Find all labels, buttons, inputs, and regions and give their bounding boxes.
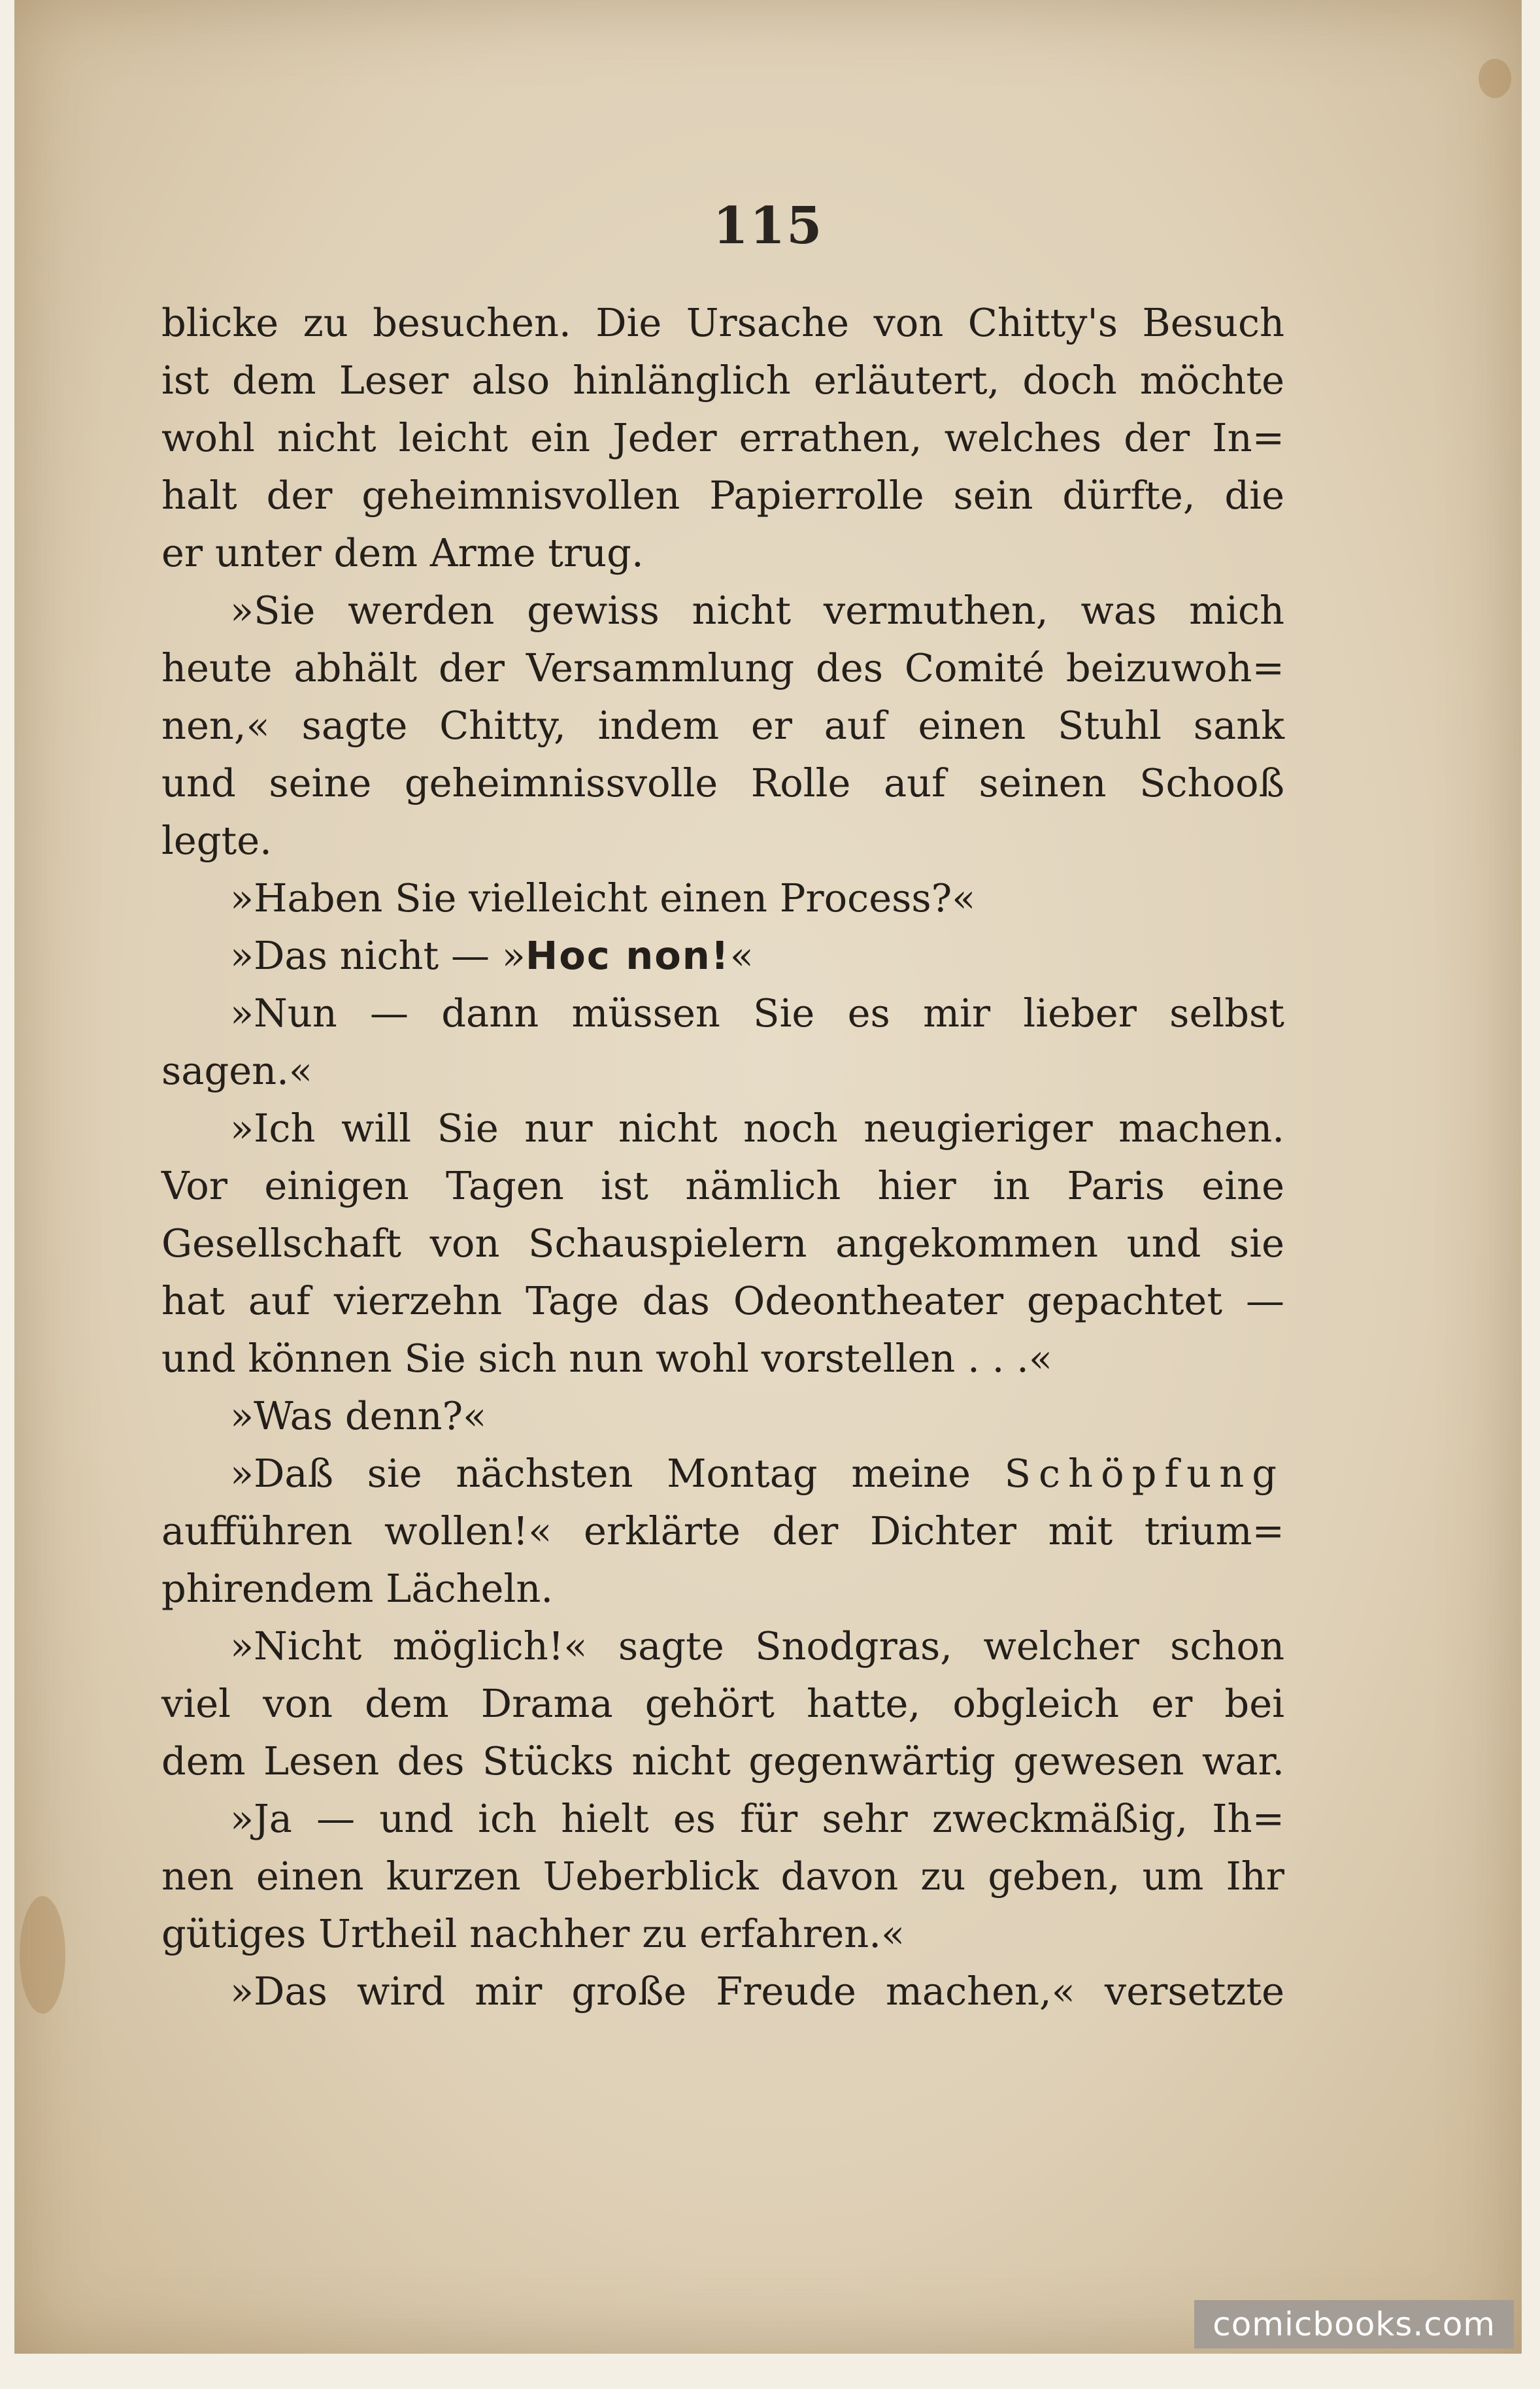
text-line: »Ich will Sie nur nicht noch neugieriger machen. bbox=[230, 1106, 1284, 1151]
text-line: »Was denn?« bbox=[230, 1393, 487, 1438]
text-line: »Das wird mir große Freude machen,« versetzte bbox=[230, 1969, 1284, 2014]
text-line: »Nun — dann müssen Sie es mir lieber selbst bbox=[230, 991, 1284, 1036]
text-line: und seine geheimnissvolle Rolle auf seinen Schooß bbox=[161, 760, 1284, 805]
text-line: »Sie werden gewiss nicht vermuthen, was mich bbox=[230, 588, 1284, 633]
text-line bbox=[161, 927, 1284, 985]
emphasized-title: Schöpfung bbox=[1004, 1451, 1284, 1496]
text-line: gütiges Urtheil nachher zu erfahren.« bbox=[161, 1911, 905, 1956]
stain-mark bbox=[1479, 59, 1511, 98]
text-line: heute abhält der Versammlung des Comité beizuwoh= bbox=[161, 645, 1284, 690]
text-line: »Haben Sie vielleicht einen Process?« bbox=[230, 875, 976, 921]
text-fragment: « bbox=[729, 933, 754, 978]
book-page bbox=[14, 0, 1522, 2354]
text-line: viel von dem Drama gehört hatte, obgleich er bei bbox=[161, 1681, 1284, 1726]
text-line: dem Lesen des Stücks nicht gegenwärtig gewesen war. bbox=[161, 1738, 1284, 1784]
text-line: aufführen wollen!« erklärte der Dichter mit trium= bbox=[161, 1508, 1284, 1553]
text-line: »Nicht möglich!« sagte Snodgras, welcher schon bbox=[230, 1623, 1284, 1669]
text-line bbox=[161, 1445, 1284, 1502]
text-fragment: »Das nicht — » bbox=[230, 933, 526, 978]
text-line: legte. bbox=[161, 818, 272, 863]
text-line: nen einen kurzen Ueberblick davon zu geben, um Ihr bbox=[161, 1854, 1284, 1899]
body-text bbox=[161, 294, 1284, 2020]
text-line: nen,« sagte Chitty, indem er auf einen Stuhl sank bbox=[161, 703, 1284, 748]
text-line: und können Sie sich nun wohl vorstellen . . .« bbox=[161, 1336, 1052, 1381]
text-line: hat auf vierzehn Tage das Odeontheater gepachtet — bbox=[161, 1278, 1284, 1323]
text-line: wohl nicht leicht ein Jeder errathen, welches der In= bbox=[161, 415, 1284, 460]
text-line: Gesellschaft von Schauspielern angekommen und sie bbox=[161, 1221, 1284, 1266]
text-line: er unter dem Arme trug. bbox=[161, 530, 644, 575]
stain-mark bbox=[20, 1896, 65, 2014]
latin-phrase: Hoc non! bbox=[525, 933, 730, 978]
text-line: blicke zu besuchen. Die Ursache von Chitty's Besuch bbox=[161, 300, 1284, 345]
text-line: ist dem Leser also hinlänglich erläutert, doch möchte bbox=[161, 358, 1284, 403]
text-line: »Ja — und ich hielt es für sehr zweckmäßig, Ih= bbox=[230, 1796, 1284, 1841]
text-line: sagen.« bbox=[161, 1048, 312, 1093]
watermark-label: comicbooks.com bbox=[1194, 2300, 1514, 2348]
text-fragment: »Daß sie nächsten Montag meine bbox=[230, 1451, 1005, 1496]
text-line: halt der geheimnisvollen Papierrolle sein dürfte, die bbox=[161, 473, 1284, 518]
text-line: Vor einigen Tagen ist nämlich hier in Paris eine bbox=[161, 1163, 1284, 1208]
text-line: phirendem Lächeln. bbox=[161, 1566, 554, 1611]
page-number: 115 bbox=[712, 196, 824, 256]
